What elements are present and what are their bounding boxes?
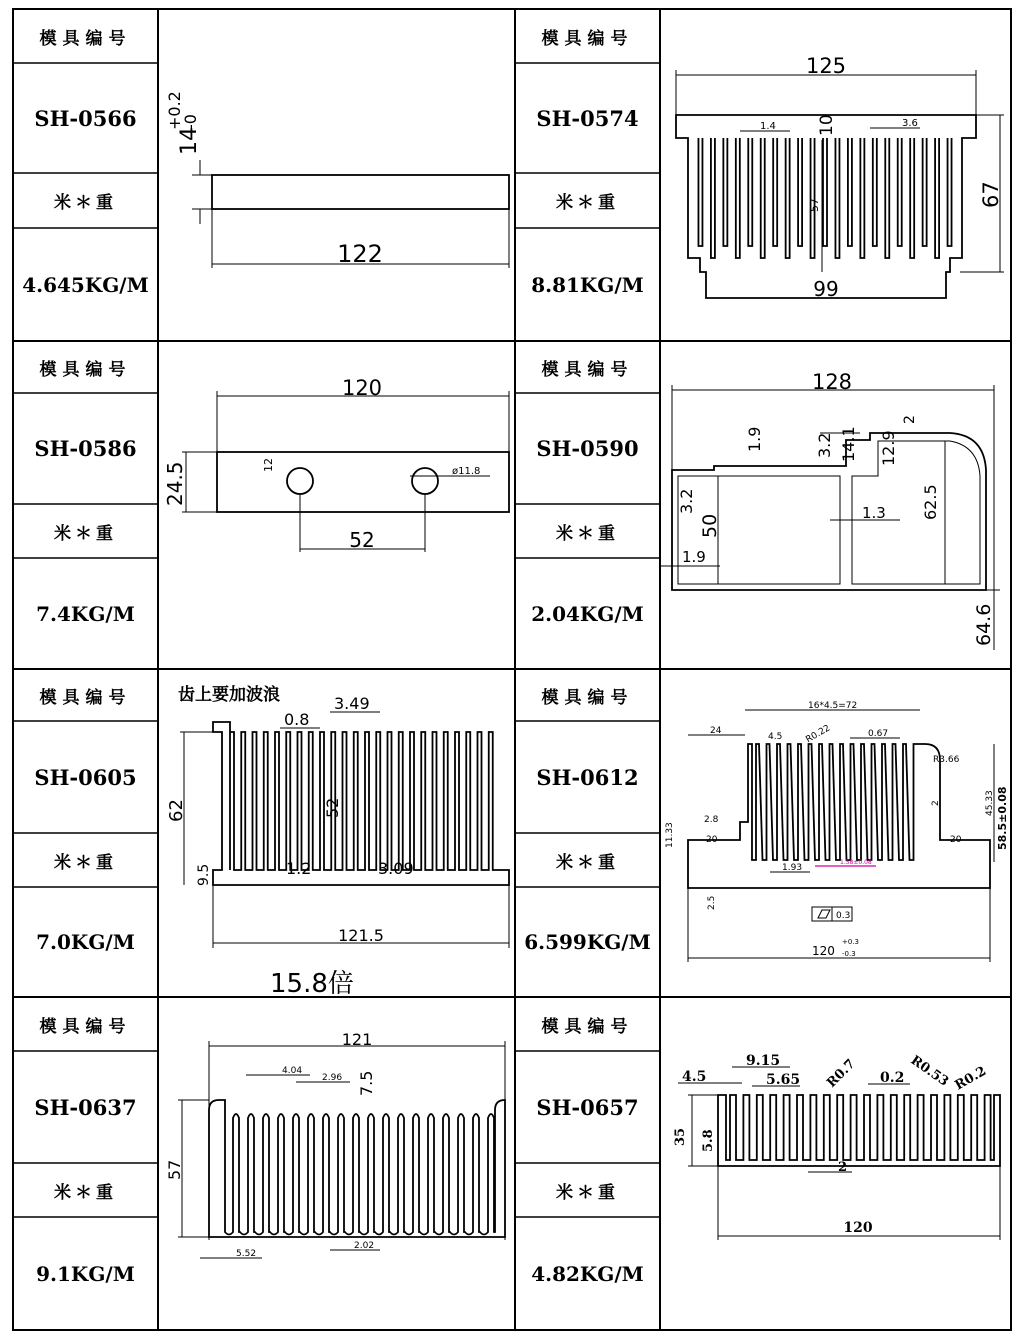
weight-value: 4.645KG/M — [22, 272, 149, 297]
dim-label: 58.5±0.08 — [996, 786, 1009, 850]
meter-weight-header: 米＊重 — [556, 852, 619, 873]
dim-label: 57 — [165, 1159, 184, 1180]
dim-label: 52 — [349, 528, 375, 552]
dim-label: 3.6 — [902, 118, 918, 129]
dim-label: -0.3 — [842, 950, 856, 958]
dim-label: 62 — [166, 799, 187, 822]
weight-value: 4.82KG/M — [531, 1261, 644, 1286]
dim-label: +0.2 — [165, 91, 184, 130]
meter-weight-header: 米＊重 — [556, 193, 619, 213]
dim-label: 122 — [337, 240, 383, 268]
dim-label: 120 — [341, 376, 383, 400]
dim-label: 35 — [673, 1127, 688, 1146]
dim-label: 1.93 — [782, 863, 803, 873]
dim-label: 45.33 — [985, 790, 995, 816]
dim-label: 3.09 — [378, 859, 414, 878]
dim-label: 9.15 — [746, 1053, 781, 1069]
dim-label: 121.5 — [338, 926, 384, 945]
dim-label: 5.8 — [701, 1129, 716, 1152]
note-text: 齿上要加波浪 — [178, 685, 280, 705]
profile-outline — [718, 1095, 1000, 1166]
dim-label: 125 — [805, 54, 847, 78]
meter-weight-header: 米＊重 — [54, 1182, 117, 1203]
weight-value: 7.0KG/M — [36, 930, 135, 954]
dim-label: 128 — [811, 370, 853, 394]
dim-label: 62.5 — [921, 484, 940, 520]
weight-value: 7.4KG/M — [36, 601, 135, 626]
dim-label: 0.3 — [836, 911, 851, 921]
dim-label: 24 — [710, 726, 722, 736]
dim-label: +0.3 — [842, 938, 859, 946]
dim-label: 0.67 — [868, 729, 889, 739]
dim-label: 1.9 — [745, 426, 764, 452]
dim-label: 121 — [341, 1030, 373, 1049]
dim-label: 20 — [706, 835, 718, 845]
dim-label: 11.33 — [665, 822, 675, 848]
meter-weight-header: 米＊重 — [54, 193, 117, 213]
meter-weight-header: 米＊重 — [54, 523, 117, 544]
dim-label: 5.52 — [236, 1249, 257, 1259]
dim-label: 64.6 — [973, 603, 995, 646]
dim-label: 1.3 — [862, 504, 886, 522]
dim-label: 4.5 — [768, 732, 783, 742]
dim-label: 0.8 — [284, 710, 310, 729]
mold-code: SH-0586 — [34, 436, 137, 461]
dim-label: 4.5 — [682, 1069, 707, 1085]
mold-code: SH-0574 — [536, 105, 639, 131]
dim-label: 20 — [950, 835, 962, 845]
dim-label: 3.2 — [815, 432, 834, 458]
dim-label: ø11.8 — [452, 466, 481, 477]
dim-label: 0.2 — [880, 1070, 905, 1086]
mold-code: SH-0566 — [34, 105, 137, 131]
dim-label: 2.96 — [322, 1073, 343, 1083]
mold-code: SH-0657 — [536, 1094, 639, 1120]
dim-label: 120 — [812, 944, 835, 958]
dim-label: 2 — [931, 800, 941, 806]
mold-number-header: 模具编号 — [39, 359, 132, 380]
dim-label: 9.5 — [196, 863, 212, 886]
dim-label: 10 — [817, 114, 837, 136]
dim-label: 67 — [979, 181, 1003, 208]
mold-number-header: 模具编号 — [39, 687, 132, 708]
weight-value: 2.04KG/M — [531, 601, 644, 626]
dim-label: 16*4.5=72 — [808, 701, 858, 711]
dim-label: 1.9 — [682, 548, 706, 566]
mold-number-header: 模具编号 — [541, 687, 634, 708]
weight-value: 9.1KG/M — [36, 1261, 135, 1286]
dim-label: 12 — [262, 458, 275, 472]
mold-number-header: 模具编号 — [541, 28, 634, 49]
dim-label: 4.04 — [282, 1066, 303, 1076]
dim-label: -0 — [181, 114, 200, 130]
dim-label: R0.2 — [952, 1063, 989, 1094]
dim-label: 3.2 — [677, 488, 696, 514]
weight-value: 6.599KG/M — [524, 930, 651, 954]
dim-label: 2.5 — [707, 895, 717, 910]
meter-weight-header: 米＊重 — [54, 852, 117, 873]
weight-value: 8.81KG/M — [531, 272, 644, 297]
meter-weight-header: 米＊重 — [556, 1182, 619, 1203]
dim-label: 52 — [323, 797, 342, 818]
mold-code: SH-0612 — [536, 764, 639, 790]
dim-label: 24.5 — [163, 461, 187, 506]
dim-label: 120 — [843, 1220, 873, 1236]
dim-label: 50 — [699, 513, 721, 538]
meter-weight-header: 米＊重 — [556, 523, 619, 544]
mold-number-header: 模具编号 — [541, 1016, 634, 1037]
mold-number-header: 模具编号 — [39, 1016, 132, 1037]
dim-label: 7.5 — [357, 1070, 376, 1096]
dim-label: R0.22 — [804, 723, 833, 746]
ratio-text: 15.8倍 — [270, 969, 354, 999]
dim-label: 1.2 — [286, 859, 312, 878]
dim-label: 2.02 — [354, 1241, 375, 1251]
dim-label: 1.4 — [760, 121, 776, 132]
dim-label: R0.7 — [824, 1056, 859, 1091]
dim-label: R3.66 — [933, 755, 960, 765]
dim-label: 99 — [813, 277, 839, 301]
dim-label: 14.1 — [839, 426, 858, 462]
dim-label: 2.8 — [704, 815, 719, 825]
dim-label: 1.58±0.08 — [840, 859, 872, 866]
mold-number-header: 模具编号 — [541, 359, 634, 380]
dim-label: 14 — [177, 127, 202, 155]
dim-label: 5.65 — [766, 1072, 801, 1088]
mold-number-header: 模具编号 — [39, 28, 132, 49]
dim-label: 12.9 — [879, 430, 898, 466]
dim-label: 2 — [902, 415, 918, 424]
mold-code: SH-0637 — [34, 1094, 137, 1120]
dim-label: 57 — [808, 198, 821, 212]
dim-label: 2 — [838, 1160, 848, 1175]
mold-code: SH-0590 — [536, 436, 639, 461]
dim-label: R0.53 — [907, 1052, 952, 1090]
dim-label: 3.49 — [334, 694, 370, 713]
mold-code: SH-0605 — [34, 764, 137, 790]
